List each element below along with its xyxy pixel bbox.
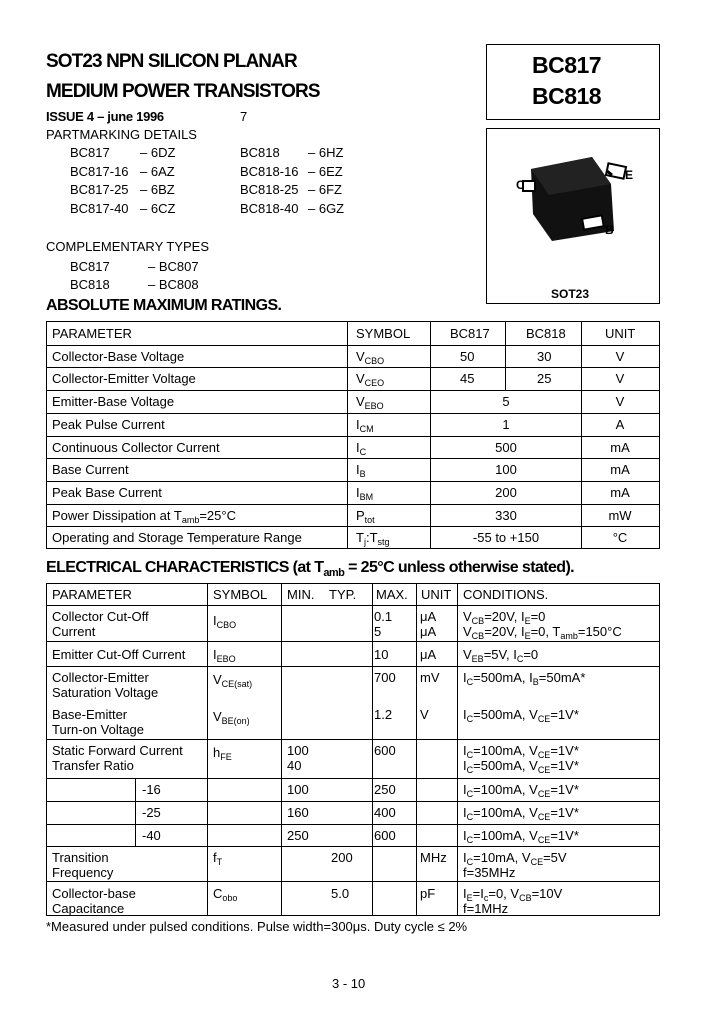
min: 40 [287,758,302,773]
title-line-1: SOT23 NPN SILICON PLANAR [46,51,297,72]
abs-unit: V [615,348,625,364]
row-divider [47,778,659,779]
row-divider [47,641,659,642]
partmark-mark: – 6GZ [308,200,345,216]
symbol: $C_{obo}$ [213,886,238,903]
column-divider [372,584,373,915]
symbol: $V_{BE(on)}$ [213,709,250,726]
abs-symbol: $I_B$ [356,462,366,480]
hfe-grade: -25 [142,805,161,820]
typ: 5.0 [331,886,350,901]
header-typ: TYP. [329,587,357,602]
condition: $I_C=100mA$, $V_{CE}=1V*$ [463,782,579,799]
part-number-box [486,44,660,120]
unit: μA [420,624,437,639]
unit: μA [420,609,437,624]
max: 600 [374,828,396,843]
issue-text: ISSUE 4 – june 1996 [46,109,164,124]
abs-value: 330 [495,507,517,523]
row-divider [47,390,659,391]
symbol: $V_{CE(sat)}$ [213,672,253,689]
part-number-2: BC818 [532,83,602,109]
column-divider [135,778,136,846]
header-bc817: BC817 [450,326,490,341]
abs-unit: mW [608,507,632,523]
comp-type: BC818 [70,277,110,292]
abs-symbol: $T_j:T_{stg}$ [356,530,390,548]
abs-max-table [46,321,660,549]
param: Transfer Ratio [52,758,134,773]
row-divider [47,504,659,505]
param: Emitter Cut-Off Current [52,647,186,662]
partmark-mark: – 6BZ [140,182,175,197]
abs-param: Peak Base Current [52,484,162,500]
unit: pF [420,886,436,901]
abs-param: Base Current [52,462,129,478]
header-parameter: PARAMETER [52,326,132,341]
abs-symbol: $I_C$ [356,439,367,457]
min: 250 [287,828,309,843]
partmark-code: BC817 [70,145,110,160]
abs-param: Collector-Emitter Voltage [52,371,196,387]
abs-max-title: ABSOLUTE MAXIMUM RATINGS. [46,297,282,314]
symbol: $f_T$ [213,850,223,867]
condition: $V_{CB}=20V$, $I_E=0$, $T_{amb}=150^\circ C$ [463,624,622,641]
footnote: *Measured under pulsed conditions. Pulse width=300μs. Duty cycle ≤ 2% [46,919,468,934]
partmark-code: BC818-40 [240,200,299,216]
page-number: 3 - 10 [332,976,366,991]
unit: μA [420,647,437,662]
column-divider [207,584,208,915]
abs-unit: A [615,416,625,432]
row-divider [47,458,659,459]
param: Saturation Voltage [52,685,159,700]
condition: $I_C=500mA$, $V_{CE}=1V*$ [463,758,579,775]
partmark-code: BC818-16 [240,163,299,179]
header-parameter: PARAMETER [52,587,132,602]
elec-title: ELECTRICAL CHARACTERISTICS (at $T_{amb} = 25^\circ C$ unless otherwise stated). [46,559,575,580]
max: 250 [374,782,396,797]
partmark-mark: – 6AZ [140,163,175,179]
param: Frequency [52,865,114,880]
min: 100 [287,743,309,758]
row-divider [47,881,659,882]
partmark-code: BC817-16 [70,163,129,179]
row-divider [47,436,659,437]
symbol: $h_{FE}$ [213,745,232,762]
condition: $V_{CB}=20V$, $I_E=0$ [463,609,546,626]
abs-symbol: $P_{tot}$ [356,507,375,525]
param: Collector Cut-Off [52,609,149,624]
partmark-mark: – 6FZ [308,182,342,197]
header-bc818: BC818 [526,326,566,341]
condition: $I_E=I_c=0$, $V_{CB}=10V$ [463,886,563,903]
elec-table [46,583,660,916]
header-conditions: CONDITIONS. [463,587,549,602]
param: Static Forward Current [52,743,183,758]
pin-e-label: E [625,168,634,182]
condition: $I_C=100mA$, $V_{CE}=1V*$ [463,828,579,845]
condition: $I_C=500mA$, $V_{CE}=1V*$ [463,707,579,724]
abs-symbol: $I_{CM}$ [356,416,374,434]
condition: f=1MHz [463,901,509,916]
param: Turn-on Voltage [52,722,145,737]
param: Current [52,624,96,639]
partmark-code: BC818 [240,145,280,160]
partmark-code: BC817-25 [70,182,129,197]
symbol: $I_{EBO}$ [213,647,236,664]
comp-type: BC817 [70,259,110,274]
column-divider [281,584,282,915]
unit: MHz [420,850,447,865]
typ: 200 [331,850,353,865]
comp-complement: – BC808 [148,277,199,292]
header-symbol: SYMBOL [213,587,268,602]
abs-unit: °C [612,530,628,546]
max: 700 [374,670,396,685]
partmark-mark: – 6DZ [140,145,176,160]
issue-mark: 7 [240,109,248,124]
unit: V [420,707,429,722]
row-divider [47,413,659,414]
abs-unit: mA [610,484,630,500]
partmark-mark: – 6HZ [308,145,344,160]
hfe-grade: -40 [142,828,161,843]
abs-value: -55 to +150 [472,530,540,546]
header-unit: UNIT [605,326,636,341]
row-divider [47,367,659,368]
condition: $I_C=10mA$, $V_{CE}=5V$ [463,850,567,867]
row-divider [47,846,659,847]
condition: $I_C=100mA$, $V_{CE}=1V*$ [463,805,579,822]
condition: $V_{EB}=5V$, $I_C=0$ [463,647,539,664]
header-unit: UNIT [421,587,452,602]
abs-unit: V [615,371,625,387]
row-divider [47,605,659,606]
param: Transition [52,850,109,865]
row-divider [47,824,659,825]
partmark-mark: – 6CZ [140,200,176,216]
abs-value: 500 [495,439,517,455]
row-divider [47,526,659,527]
max: 600 [374,743,396,758]
row-divider [47,666,659,667]
column-divider [416,584,417,915]
max: 1.2 [374,707,393,722]
max: 10 [374,647,389,662]
abs-unit: mA [610,439,630,455]
condition: $I_C=100mA$, $V_{CE}=1V*$ [463,743,579,760]
min: 100 [287,782,309,797]
abs-unit: V [615,394,625,410]
complementary-title: COMPLEMENTARY TYPES [46,239,210,254]
abs-value: 5 [502,394,510,410]
comp-complement: – BC807 [148,259,199,274]
max: 400 [374,805,396,820]
min: 160 [287,805,309,820]
row-divider [47,801,659,802]
abs-param: Continuous Collector Current [52,439,220,455]
param: Base-Emitter [52,707,128,722]
pin-b-label: B [605,223,614,237]
partmark-code: BC818-25 [240,182,299,197]
partmarking-title: PARTMARKING DETAILS [46,127,197,142]
abs-param: Operating and Storage Temperature Range [52,530,302,546]
partmark-mark: – 6EZ [308,163,343,179]
abs-param: Peak Pulse Current [52,416,165,432]
column-divider [457,584,458,915]
abs-value-bc818: 30 [537,348,552,364]
abs-value-bc818: 25 [537,371,552,387]
condition: $I_C=500mA$, $I_B=50mA*$ [463,670,586,687]
condition: f=35MHz [463,865,516,880]
header-symbol: SYMBOL [356,326,411,341]
row-divider [47,345,659,346]
abs-param: Emitter-Base Voltage [52,394,175,410]
abs-unit: mA [610,462,630,478]
partmark-code: BC817-40 [70,200,129,216]
abs-value: 1 [502,416,510,432]
package-label: SOT23 [551,287,590,301]
header-min: MIN. [287,587,315,602]
param: Collector-base [52,886,136,901]
abs-symbol: $V_{CBO}$ [356,348,385,366]
part-number-1: BC817 [532,52,602,78]
max: 0.1 [374,609,393,624]
column-divider [505,322,506,390]
header-max: MAX. [376,587,408,602]
param: Collector-Emitter [52,670,149,685]
abs-param: Power Dissipation at $T_{amb}=25^\circ C$ [52,507,236,525]
abs-symbol: $V_{EBO}$ [356,394,384,412]
abs-value-bc817: 45 [460,371,475,387]
abs-param: Collector-Base Voltage [52,348,185,364]
pin-c-label: C [516,178,525,192]
row-divider [47,739,659,740]
abs-symbol: $V_{CEO}$ [356,371,385,389]
abs-value: 200 [495,484,517,500]
unit: mV [420,670,440,685]
package-box [486,128,660,304]
hfe-grade: -16 [142,782,161,797]
max: 5 [374,624,382,639]
abs-value-bc817: 50 [460,348,475,364]
abs-symbol: $I_{BM}$ [356,484,374,502]
row-divider [47,481,659,482]
abs-value: 100 [495,462,517,478]
symbol: $I_{CBO}$ [213,613,237,630]
sot23-package-icon [487,129,659,303]
title-line-2: MEDIUM POWER TRANSISTORS [46,81,320,102]
param: Capacitance [52,901,125,916]
